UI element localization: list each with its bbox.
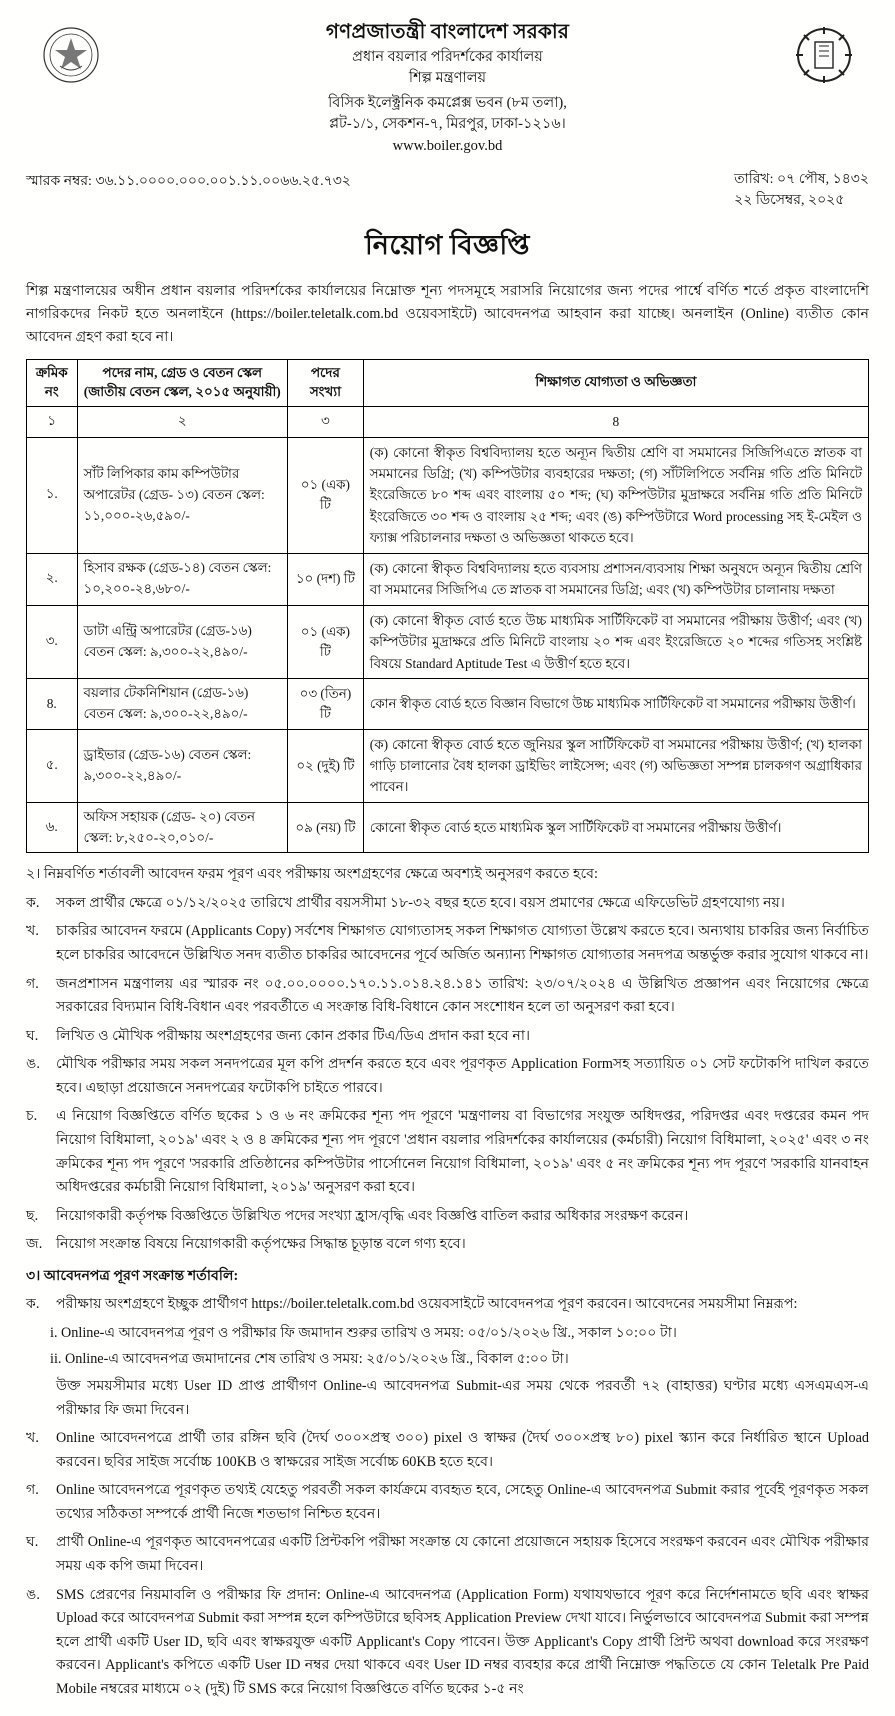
website-link[interactable]: www.boiler.gov.bd [392,138,503,155]
bangladesh-govt-emblem-icon [42,26,100,84]
row-qualification: কোনো স্বীকৃত বোর্ড হতে মাধ্যমিক স্কুল সার্টিফিকেট বা সমমানের পরীক্ষায় উত্তীর্ণ। [363,802,868,853]
vacancy-table [26,359,869,853]
row-count: ০১ (এক) টি [288,437,364,553]
boiler-office-logo-icon [795,26,853,84]
list-item [26,973,869,1020]
colnum-4: 8 [363,406,868,437]
table-column-number-row [27,406,869,437]
item-text: নিয়োগকারী কর্তৃপক্ষ বিজ্ঞপ্তিতে উল্লিখিত পদের সংখ্যা হ্রাস/বৃদ্ধি এবং বিজ্ঞপ্তি বাতিল করার অধিকার সংরক্ষণ করেন। [56,1207,689,1224]
item-text: মৌখিক পরীক্ষার সময় সকল সনদপত্রের মূল কপি প্রদর্শন করতে হবে এবং পূরণকৃত Application Formসহ সত্যায়িত ০১ সেট ফটোকপি দাখিল করতে হবে। এছাড়া প্রয়োজনে সনদপত্রের ফটোকপি চাইতে পারবে। [56,1056,869,1096]
th-qualification: শিক্ষাগত যোগ্যতা ও অভিজ্ঞতা [363,360,868,407]
item-marker: ঘ. [26,1534,39,1551]
row-post: সাঁট লিপিকার কাম কম্পিউটার অপারেটর (গ্রেড- ১৩) বেতন স্কেল: ১১,০০০-২৬,৫৯০/- [77,437,288,553]
intro-paragraph: শিল্প মন্ত্রণালয়ের অধীন প্রধান বয়লার পরিদর্শকের কার্যালয়ের নিম্নোক্ত শূন্য পদসমূহে সরাসরি নিয়োগের জন্য পদের পার্শ্বে বর্ণিত শর্তে প্রকৃত বাংলাদেশি নাগরিকদের নিকট হতে অনলাইনে (https://boiler.teletalk.com.bd ওয়েবসাইটে) আবেদনপত্র আহবান করা যাচ্ছে। অনলাইন (Online) ব্যতীত কোন আবেদন গ্রহণ করা হবে না। [26,283,869,346]
item-text: প্রার্থী Online-এ পূরণকৃত আবেদনপত্রের একটি প্রিন্টকপি পরীক্ষা সংক্রান্ত যে কোনো প্রয়োজনে সহায়ক হিসেবে সংরক্ষণ করবেন এবং মৌখিক পরীক্ষার সময় এক কপি জমা দিবেন। [56,1534,869,1574]
colnum-1: ১ [27,406,78,437]
row-serial: ২. [27,553,78,605]
item-text: লিখিত ও মৌখিক পরীক্ষায় অংশগ্রহণের জন্য কোন প্রকার টিএ/ডিএ প্রদান করা হবে না। [56,1027,531,1044]
item-marker: গ. [26,1482,39,1499]
item-marker: ক. [26,894,40,911]
section-conditions [26,863,869,1256]
section-application [26,1265,869,1702]
list-item [26,1233,869,1257]
row-qualification: কোন স্বীকৃত বোর্ড হতে বিজ্ঞান বিভাগে উচ্চ মাধ্যমিক সার্টিফিকেট বা সমমানের পরীক্ষায় উত্তীর্ণ। [363,678,868,729]
row-qualification: (ক) কোনো স্বীকৃত বিশ্ববিদ্যালয় হতে অন্যূন দ্বিতীয় শ্রেণি বা সমমানের সিজিপিএতে স্নাতক বা সমমানের ডিগ্রি; (খ) কম্পিউটার ব্যবহারের দক্ষতা; (গ) সাঁটলিপিতে সর্বনিম্ন গতি প্রতি মিনিটে ইংরেজিতে ৮০ শব্দ এবং বাংলায় ৫০ শব্দ; (ঘ) কম্পিউটার মুদ্রাক্ষরে সর্বনিম্ন গতি প্রতি মিনিটে ইংরেজিতে ৩০ শব্দ ও বাংলায় ২৫ শব্দ; এবং (ঙ) কম্পিউটারে Word processing সহ ই-মেইল ও ফ্যাক্স পরিচালনার দক্ষতা ও অভিজ্ঞতা থাকতে হবে। [363,437,868,553]
table-row [27,553,869,605]
memo-number [26,169,351,193]
list-item [26,1531,869,1578]
list-item [26,1479,869,1526]
memo-value: ৩৬.১১.০০০০.০০০.০০১.১১.০০৬৬.২৫.৭৩২ [95,174,351,190]
row-post: বয়লার টেকনিশিয়ান (গ্রেড-১৬) বেতন স্কেল: ৯,৩০০-২২,৪৯০/- [77,678,288,729]
row-count: ১০ (দশ) টি [288,553,364,605]
table-row [27,802,869,853]
item-marker: ছ. [26,1207,39,1224]
row-serial: ১. [27,437,78,553]
item-text: পরীক্ষায় অংশগ্রহণে ইচ্ছুক প্রার্থীগণ https://boiler.teletalk.com.bd ওয়েবসাইটে আবেদনপত্র পূরণ করবেন। আবেদনের সময়সীমা নিম্নরূপ: [56,1296,798,1313]
th-post-name: পদের নাম, গ্রেড ও বেতন স্কেল (জাতীয় বেতন স্কেল, ২০১৫ অনুযায়ী) [77,360,288,407]
item-text: Online আবেদনপত্রে পূরণকৃত তথ্যই যেহেতু পরবর্তী সকল কার্যক্রমে ব্যবহৃত হবে, সেহেতু Online-এ আবেদনপত্র Submit করার পূর্বেই পূরণকৃত সকল তথ্যের সঠিকতা সম্পর্কে প্রার্থী নিজে শতভাগ নিশ্চিত হবেন। [56,1482,869,1522]
list-item [26,1025,869,1049]
section-2-heading: ২। নিম্নবর্ণিত শর্তাবলী আবেদন ফরম পূরণ এবং পরীক্ষায় অংশগ্রহণের ক্ষেত্রে অবশ্যই অনুসরণ করতে হবে: [26,866,599,883]
list-item [26,1293,869,1317]
item-marker: জ. [26,1236,43,1253]
row-serial: ৫. [27,729,78,802]
item-text: এ নিয়োগ বিজ্ঞপ্তিতে বর্ণিত ছকের ১ ও ৬ নং ক্রমিকের শূন্য পদ পূরণে 'মন্ত্রণালয় বা বিভাগের সংযুক্ত অধিদপ্তর, পরিদপ্তর এবং দপ্তরের কমন পদ নিয়োগ বিধিমালা, ২০১৯' এবং ২ ও ৪ ক্রমিকের শূন্য পদ পূরণে 'প্রধান বয়লার পরিদর্শকের কার্যালয়ের (কর্মচারী) নিয়োগ বিধিমালা, ২০২৫' এবং ৩ নং ক্রমিকের শূন্য পদ পূরণে 'সরকারি প্রতিষ্ঠানের কম্পিউটার পার্সোনেল নিয়োগ বিধিমালা, ২০১৯' এবং ৫ নং ক্রমিকের শূন্য পদ পূরণে 'সরকারি যানবাহন অধিদপ্তরের কর্মচারী নিয়োগ বিধিমালা, ২০১৯' অনুসরণ করা হবে। [56,1108,869,1196]
application-end-date: ii. Online-এ আবেদনপত্র জমাদানের শেষ তারিখ ও সময়: ২৫/০১/২০২৬ খ্রি., বিকাল ৫:০০ টা। [50,1351,569,1368]
table-row [27,678,869,729]
item-marker: গ. [26,975,39,992]
item-text: SMS প্রেরণের নিয়মাবলি ও পরীক্ষার ফি প্রদান: Online-এ আবেদনপত্র (Application Form) যথাযথভাবে পূরণ করে নির্দেশনামতে ছবি এবং স্বাক্ষর Upload করে আবেদনপত্র Submit করা সম্পন্ন হলে কম্পিউটারে ছবিসহ Application Preview দেখা যাবে। নির্ভুলভাবে আবেদনপত্র Submit করা সম্পন্ন হলে প্রার্থী একটি User ID, ছবি এবং স্বাক্ষরযুক্ত একটি Applicant's Copy পাবেন। উক্ত Applicant's Copy প্রার্থী প্রিন্ট অথবা download করে সংরক্ষণ করবেন। Applicant's কপিতে একটি User ID নম্বর দেয়া থাকবে এবং User ID নম্বর ব্যবহার করে প্রার্থী নিম্নোক্ত পদ্ধতিতে যে কোন Teletalk Pre Paid Mobile নম্বরের মাধ্যমে ০২ (দুই) টি SMS করে নিয়োগ বিজ্ঞপ্তিতে বর্ণিত ছকের ১-৫ নং [56,1586,869,1697]
list-item [26,1053,869,1100]
document-header [26,14,869,159]
date-bangla: ০৭ পৌষ, ১৪৩২ [777,172,869,188]
list-item [26,920,869,967]
memo-date [734,169,869,211]
row-qualification: (ক) কোনো স্বীকৃত বোর্ড হতে উচ্চ মাধ্যমিক সার্টিফিকেট বা সমমানের পরীক্ষায় উত্তীর্ণ; এবং (খ) কম্পিউটার মুদ্রাক্ষরে প্রতি মিনিটে বাংলায় ২০ শব্দ এবং ইংরেজিতে ২০ শব্দের গতিসহ সংশ্লিষ্ট বিষয়ে Standard Aptitude Test এ উত্তীর্ণ হতে হবে। [363,605,868,678]
row-count: ০৯ (নয়) টি [288,802,364,853]
list-item [26,1105,869,1199]
th-vacancy-count: পদের সংখ্যা [288,360,364,407]
table-row [27,729,869,802]
row-post: ড্রাইভার (গ্রেড-১৬) বেতন স্কেল: ৯,৩০০-২২,৪৯০/- [77,729,288,802]
row-count: ০২ (দুই) টি [288,729,364,802]
item-marker: খ. [26,1430,39,1447]
list-item [26,892,869,916]
address-line-1: বিসিক ইলেক্ট্রনিক কমপ্লেক্স ভবন (৮ম তলা), [328,95,567,112]
item-text: নিয়োগ সংক্রান্ত বিষয়ে নিয়োগকারী কর্তৃপক্ষের সিদ্ধান্ত চূড়ান্ত বলে গণ্য হবে। [56,1236,466,1253]
list-item [26,1205,869,1229]
office-title: প্রধান বয়লার পরিদর্শকের কার্যালয় [352,49,543,65]
item-marker: ঙ. [26,1586,40,1603]
row-qualification: (ক) কোনো স্বীকৃত বোর্ড হতে জুনিয়র স্কুল সার্টিফিকেট বা সমমানের পরীক্ষায় উত্তীর্ণ; (খ) হালকা গাড়ি চালানোর বৈধ হালকা ড্রাইভিং লাইসেন্স; এবং (গ) অভিজ্ঞতা সম্পন্ন চালকগণ অগ্রাধিকার পাবেন। [363,729,868,802]
item-text: জনপ্রশাসন মন্ত্রণালয় এর স্মারক নং ০৫.০০.০০০০.১৭০.১১.০১৪.২৪.১৪১ তারিখ: ২৩/০৭/২০২৪ এ উল্লিখিত প্রজ্ঞাপন এবং নিয়োগের ক্ষেত্রে সরকারের বিদ্যমান বিধি-বিধান এবং পরবর্তীতে এ সংক্রান্ত বিধি-বিধানে কোন সংশোধন হলে তা অনুসরণ করা হবে। [56,975,869,1016]
date-label: তারিখ: [734,172,774,188]
item-text: সকল প্রার্থীর ক্ষেত্রে ০১/১২/২০২৫ তারিখে প্রার্থীর বয়সসীমা ১৮-৩২ বছর হতে হবে। বয়স প্রমাণের ক্ষেত্রে এফিডেভিট গ্রহণযোগ্য নয়। [56,894,785,911]
item-marker: চ. [26,1108,38,1125]
date-english: ২২ ডিসেম্বর, ২০২৫ [734,193,845,209]
table-row [27,605,869,678]
row-qualification: (ক) কোনো স্বীকৃত বিশ্ববিদ্যালয় হতে ব্যবসায় প্রশাসন/ব্যবসায় শিক্ষা অনুষদে অন্যূন দ্বিতীয় শ্রেণি বা সমমানের সিজিপিএ তে স্নাতক বা সমমানের ডিগ্রি; এবং (খ) কম্পিউটার চালানায় দক্ষতা [363,553,868,605]
page-title: নিয়োগ বিজ্ঞপ্তি [365,230,530,261]
item-marker: ঙ. [26,1056,40,1073]
section-3-heading: ৩। আবেদনপত্র পূরণ সংক্রান্ত শর্তাবলি: [26,1267,239,1284]
row-post: হিসাব রক্ষক (গ্রেড-১৪) বেতন স্কেল: ১০,২০০-২৪,৬৮০/- [77,553,288,605]
row-serial: 8. [27,678,78,729]
govt-title: গণপ্রজাতন্ত্রী বাংলাদেশ সরকার [325,21,570,43]
row-serial: ৩. [27,605,78,678]
item-marker: ঘ. [26,1027,39,1044]
list-item [26,1427,869,1474]
item-text: চাকরির আবেদন ফরমে (Applicants Copy) সর্বশেষ শিক্ষাগত যোগ্যতাসহ সকল শিক্ষাগত যোগ্যতা উল্লেখ করতে হবে। অন্যথায় চাকরির জন্য নির্বাচিত হলে চাকরির আবেদনে উল্লিখিত সনদ ব্যতীত চাকরির আবেদনের পূর্বে অর্জিত অন্যান্য শিক্ষাগত যোগ্যতার সনদপত্র অন্তর্ভুক্ত করার সুযোগ থাকবে না। [56,923,869,964]
fee-note: উক্ত সময়সীমার মধ্যে User ID প্রাপ্ত প্রার্থীগণ Online-এ আবেদনপত্র Submit-এর সময় থেকে পরবর্তী ৭২ (বাহাত্তর) ঘণ্টার মধ্যে এসএমএস-এ পরীক্ষার ফি জমা দিবেন। [56,1378,869,1418]
ministry-title: শিল্প মন্ত্রণালয় [408,70,487,87]
memo-label: স্মারক নম্বর: [26,174,92,190]
colnum-2: ২ [77,406,288,437]
row-post: অফিস সহায়ক (গ্রেড- ২০) বেতন স্কেল: ৮,২৫০-২০,০১০/- [77,802,288,853]
memo-row [26,169,869,211]
table-row [27,437,869,553]
application-start-date: i. Online-এ আবেদনপত্র পূরণ ও পরীক্ষার ফি জমাদান শুরুর তারিখ ও সময়: ০৫/০১/২০২৬ খ্রি., সকাল ১০:০০ টা। [50,1324,677,1341]
th-serial: ক্রমিক নং [27,360,78,407]
list-item [26,1584,869,1702]
item-marker: ক. [26,1296,40,1313]
item-text: Online আবেদনপত্রে প্রার্থী তার রঙ্গিন ছবি (দৈর্ঘ ৩০০×প্রস্থ ৩০০) pixel ও স্বাক্ষর (দৈর্ঘ ৩০০×প্রস্থ ৮০) pixel স্ক্যান করে নির্ধারিত স্থানে Upload করবেন। ছবির সাইজ সর্বোচ্চ 100KB ও স্বাক্ষরের সাইজ সর্বোচ্চ 60KB হতে হবে। [56,1430,869,1470]
colnum-3: ৩ [288,406,364,437]
table-header-row [27,360,869,407]
row-serial: ৬. [27,802,78,853]
address-line-2: প্লট-১/১, সেকশন-৭, মিরপুর, ঢাকা-১২১৬। [329,116,566,133]
row-count: ০১ (এক) টি [288,605,364,678]
row-post: ডাটা এন্ট্রি অপারেটর (গ্রেড-১৬) বেতন স্কেল: ৯,৩০০-২২,৪৯০/- [77,605,288,678]
row-count: ০৩ (তিন) টি [288,678,364,729]
item-marker: খ. [26,923,39,940]
